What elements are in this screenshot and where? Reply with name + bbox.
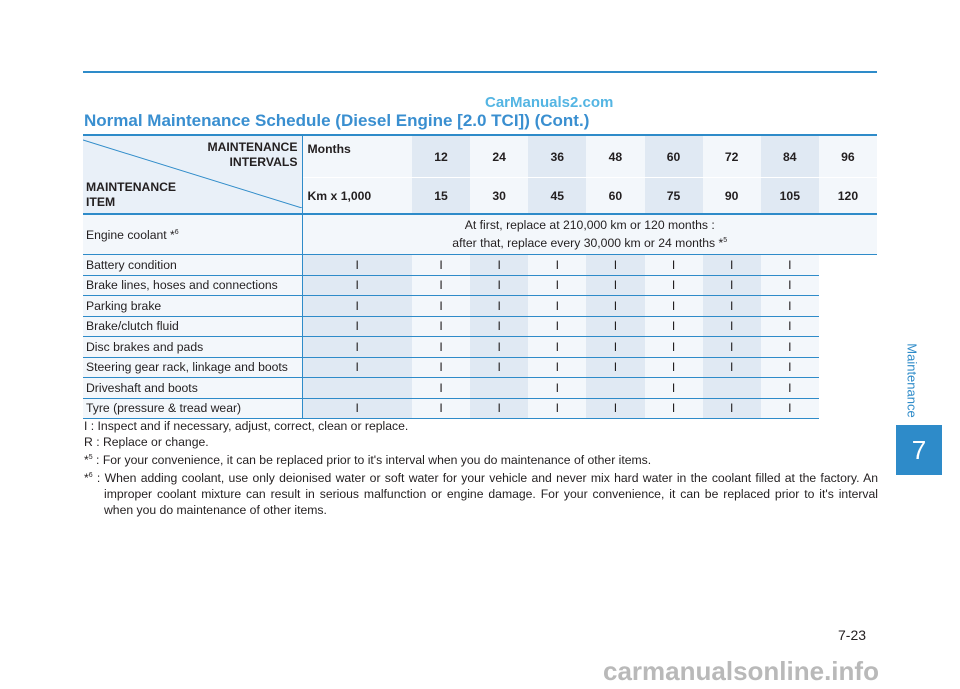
- row-cell: I: [761, 296, 819, 317]
- month-cell: 72: [703, 135, 761, 178]
- chapter-side-label: [900, 345, 924, 425]
- km-cell: 30: [470, 178, 528, 215]
- item-label-line2: ITEM: [86, 195, 116, 209]
- page-number: 7-23: [838, 627, 867, 643]
- row-cell: I: [703, 357, 761, 378]
- header-diagonal-cell: [83, 135, 302, 214]
- row-cell: I: [302, 398, 412, 419]
- item-label-line1: MAINTENANCE: [86, 180, 177, 194]
- maintenance-schedule-table: [83, 134, 877, 419]
- row-cell: I: [412, 275, 470, 296]
- row-cell: I: [412, 296, 470, 317]
- row-cell: I: [586, 255, 644, 276]
- row-cell: I: [703, 337, 761, 358]
- note-5-text: : For your convenience, it can be replaced prior to it's interval when you do maintenance of other items.: [92, 453, 652, 468]
- row-cell: I: [412, 337, 470, 358]
- row-cell: I: [302, 337, 412, 358]
- page-title: Normal Maintenance Schedule (Diesel Engine [2.0 TCI]) (Cont.): [84, 111, 590, 130]
- note-inspect: I : Inspect and if necessary, adjust, correct, clean or replace.: [84, 419, 409, 433]
- note-5-sup: 5: [88, 454, 93, 461]
- row-item-label: Battery condition: [83, 255, 302, 276]
- month-cell: 12: [412, 135, 470, 178]
- row-item-label: Tyre (pressure & tread wear): [83, 398, 302, 419]
- row-cell: I: [645, 337, 703, 358]
- row-cell: I: [761, 275, 819, 296]
- row-cell: I: [470, 316, 528, 337]
- table-row-coolant: [83, 214, 877, 255]
- note-6: [84, 468, 878, 518]
- row-cell: I: [470, 255, 528, 276]
- row-cell: I: [528, 275, 586, 296]
- row-cell: [703, 378, 761, 399]
- km-cell: 90: [703, 178, 761, 215]
- km-cell: 105: [761, 178, 819, 215]
- row-cell: I: [586, 357, 644, 378]
- table-body: [83, 255, 877, 419]
- row-cell: I: [412, 357, 470, 378]
- row-cell: I: [703, 275, 761, 296]
- row-item-label: Brake lines, hoses and connections: [83, 275, 302, 296]
- row-cell: I: [470, 357, 528, 378]
- row-cell: I: [528, 378, 586, 399]
- row-cell: I: [528, 296, 586, 317]
- row-cell: I: [470, 398, 528, 419]
- note-6-sup: 6: [88, 472, 93, 480]
- coolant-item-text: Engine coolant *: [86, 227, 175, 242]
- row-item-label: Parking brake: [83, 296, 302, 317]
- table-row: [83, 296, 877, 317]
- month-cell: 96: [819, 135, 877, 178]
- row-cell: I: [586, 275, 644, 296]
- month-cell: 36: [528, 135, 586, 178]
- table-row: [83, 398, 877, 419]
- row-item-label: Steering gear rack, linkage and boots: [83, 357, 302, 378]
- row-cell: I: [586, 316, 644, 337]
- row-cell: I: [528, 357, 586, 378]
- km-label: Km x 1,000: [302, 178, 412, 215]
- row-cell: I: [528, 398, 586, 419]
- watermark-top: CarManuals2.com: [485, 94, 614, 111]
- row-cell: I: [412, 316, 470, 337]
- row-cell: I: [761, 357, 819, 378]
- row-cell: I: [645, 255, 703, 276]
- month-cell: 84: [761, 135, 819, 178]
- row-cell: I: [302, 357, 412, 378]
- row-cell: I: [528, 255, 586, 276]
- row-cell: I: [586, 296, 644, 317]
- row-cell: I: [761, 398, 819, 419]
- note-5: [84, 450, 878, 468]
- coolant-item: [83, 214, 302, 255]
- note-6-mark: *: [84, 471, 89, 486]
- month-cell: 60: [645, 135, 703, 178]
- km-cell: 15: [412, 178, 470, 215]
- row-cell: I: [412, 255, 470, 276]
- months-label: Months: [302, 135, 412, 178]
- row-cell: [302, 378, 412, 399]
- row-cell: [586, 378, 644, 399]
- top-rule: [83, 71, 877, 73]
- row-cell: I: [645, 316, 703, 337]
- coolant-note-line2-wrap: [303, 233, 878, 251]
- row-cell: I: [302, 275, 412, 296]
- chapter-tab: 7: [896, 425, 942, 475]
- row-cell: I: [645, 275, 703, 296]
- note-6-text: : When adding coolant, use only deionised water or soft water for your vehicle and never mix hard water in the coolant filled at the factory. An improper coolant mixture can result in serious malfunction or engine damage. For your convenience, it can be replaced prior to it's interval when you do maintenance of other items.: [92, 471, 878, 518]
- item-label: [86, 180, 176, 210]
- row-cell: I: [302, 296, 412, 317]
- month-cell: 24: [470, 135, 528, 178]
- intervals-label-line1: MAINTENANCE: [207, 140, 298, 154]
- row-cell: I: [645, 357, 703, 378]
- coolant-note-line1: At first, replace at 210,000 km or 120 months :: [464, 218, 715, 232]
- km-cell: 75: [645, 178, 703, 215]
- row-cell: I: [586, 398, 644, 419]
- table-row: [83, 378, 877, 399]
- row-cell: I: [761, 316, 819, 337]
- chapter-side-label-text: Maintenance: [904, 343, 920, 418]
- row-cell: [470, 378, 528, 399]
- row-cell: I: [470, 296, 528, 317]
- intervals-label-line2: INTERVALS: [229, 155, 298, 169]
- km-cell: 120: [819, 178, 877, 215]
- table-row: [83, 357, 877, 378]
- row-cell: I: [761, 378, 819, 399]
- row-cell: I: [302, 316, 412, 337]
- row-cell: I: [703, 398, 761, 419]
- row-cell: I: [470, 337, 528, 358]
- table-row: [83, 275, 877, 296]
- row-cell: I: [528, 337, 586, 358]
- row-item-label: Brake/clutch fluid: [83, 316, 302, 337]
- row-item-label: Disc brakes and pads: [83, 337, 302, 358]
- row-cell: I: [703, 296, 761, 317]
- row-cell: I: [586, 337, 644, 358]
- watermark-bottom: carmanualsonline.info: [603, 656, 879, 686]
- note-5-mark: *: [84, 453, 89, 468]
- row-cell: I: [470, 275, 528, 296]
- row-cell: I: [645, 378, 703, 399]
- month-cell: 48: [586, 135, 644, 178]
- coolant-note-line2: after that, replace every 30,000 km or 24 months *: [452, 236, 724, 251]
- table-row: [83, 337, 877, 358]
- km-cell: 60: [586, 178, 644, 215]
- table-row: [83, 255, 877, 276]
- row-item-label: Driveshaft and boots: [83, 378, 302, 399]
- row-cell: I: [302, 255, 412, 276]
- row-cell: I: [703, 255, 761, 276]
- row-cell: I: [761, 255, 819, 276]
- table-row: [83, 316, 877, 337]
- notes: [84, 418, 878, 518]
- coolant-note-sup: 5: [723, 237, 728, 244]
- note-replace: R : Replace or change.: [84, 435, 209, 449]
- row-cell: I: [645, 398, 703, 419]
- intervals-label: [207, 140, 297, 170]
- km-cell: 45: [528, 178, 586, 215]
- row-cell: I: [645, 296, 703, 317]
- row-cell: I: [761, 337, 819, 358]
- coolant-item-sup: 6: [174, 228, 179, 236]
- row-cell: I: [412, 398, 470, 419]
- coolant-note: [302, 214, 877, 255]
- row-cell: I: [412, 378, 470, 399]
- header-row-months: [83, 135, 877, 178]
- row-cell: I: [703, 316, 761, 337]
- row-cell: I: [528, 316, 586, 337]
